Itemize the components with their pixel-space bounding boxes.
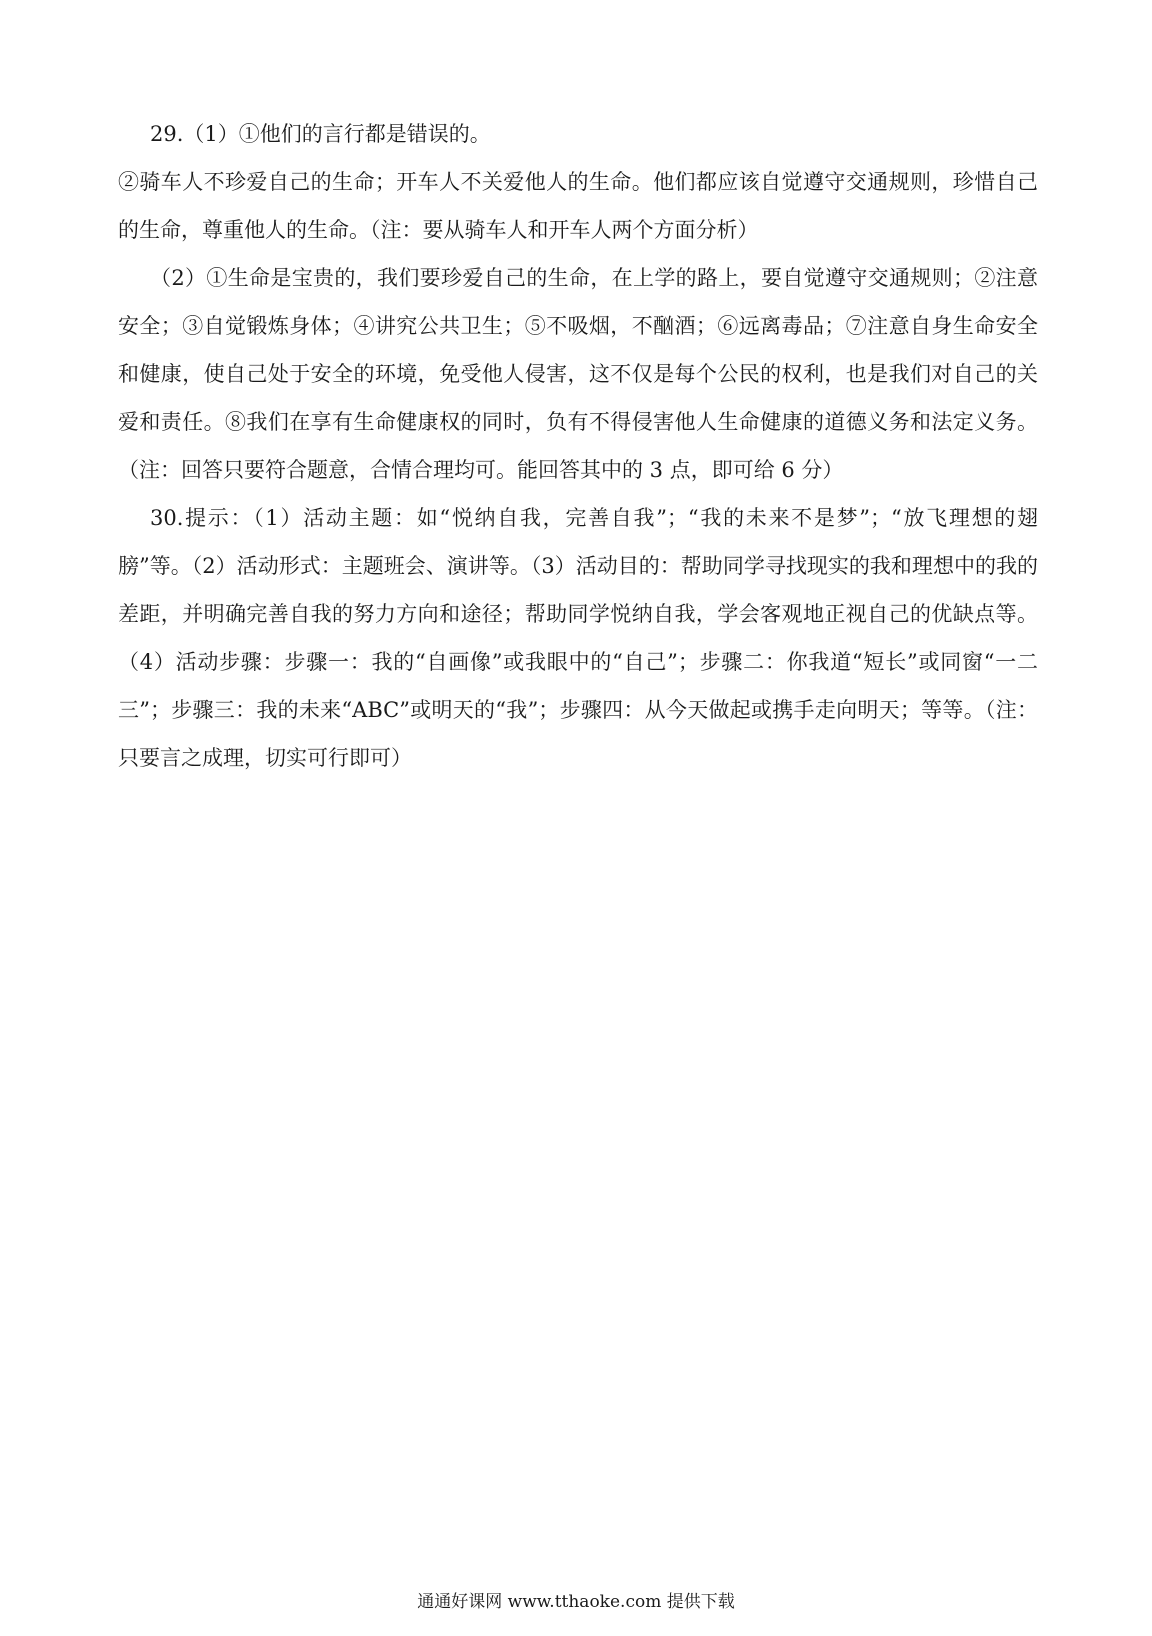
page-footer: 通通好课网 www.tthaoke.com 提供下载 [417,1592,735,1612]
answer-29-2: （2）①生命是宝贵的，我们要珍爱自己的生命，在上学的路上，要自觉遵守交通规则；②注意安全；③自觉锻炼身体；④讲究公共卫生；⑤不吸烟，不酗酒；⑥远离毒品；⑦注意自身生命安全和健康，使自己处于安全的环境，免受他人侵害，这不仅是每个公民的权利，也是我们对自己的关爱和责任。⑧我们在享有生命健康权的同时，负有不得侵害他人生命健康的道德义务和法定义务。（注：回答只要符合题意，合情合理均可。能回答其中的 3 点，即可给 6 分） [118,266,1038,482]
answer-30: 30.提示：（1）活动主题：如“悦纳自我，完善自我”；“我的未来不是梦”；“放飞理想的翅膀”等。（2）活动形式：主题班会、演讲等。（3）活动目的：帮助同学寻找现实的我和理想中的我的差距，并明确完善自我的努力方向和途径；帮助同学悦纳自我，学会客观地正视自己的优缺点等。（4）活动步骤：步骤一：我的“自画像”或我眼中的“自己”；步骤二：你我道“短长”或同窗“一二三”；步骤三：我的未来“ABC”或明天的“我”；步骤四：从今天做起或携手走向明天；等等。（注：只要言之成理，切实可行即可） [118,506,1038,770]
answer-29-1-b: ②骑车人不珍爱自己的生命；开车人不关爱他人的生命。他们都应该自觉遵守交通规则，珍惜自己的生命，尊重他人的生命。（注：要从骑车人和开车人两个方面分析） [118,170,1038,242]
answer-page [118,110,1038,782]
answer-29-1-a: 29.（1）①他们的言行都是错误的。 [150,122,491,146]
